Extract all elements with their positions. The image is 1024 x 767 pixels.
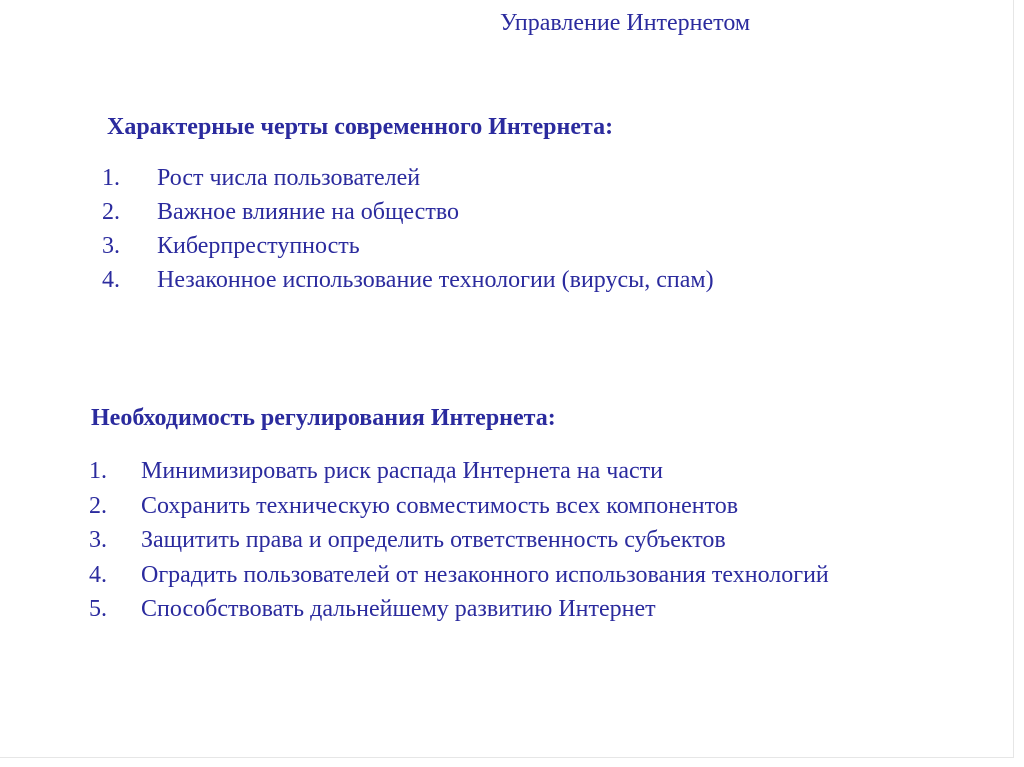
list-item-text: Способствовать дальнейшему развитию Интернет [141, 596, 656, 622]
features-list [102, 161, 714, 297]
list-item-text: Рост числа пользователей [157, 165, 421, 191]
regulation-heading: Необходимость регулирования Интернета: [91, 405, 556, 431]
list-item-number: 3. [89, 527, 107, 553]
list-item-text: Незаконное использование технологии (вирусы, спам) [157, 267, 714, 293]
list-item-number: 5. [89, 596, 107, 622]
list-item-number: 1. [102, 165, 120, 191]
list-item-number: 1. [89, 458, 107, 484]
slide-title: Управление Интернетом [500, 10, 751, 36]
list-item [91, 592, 829, 627]
list-item [102, 263, 714, 297]
list-item [91, 523, 829, 558]
regulation-list [91, 454, 829, 627]
list-item-number: 3. [102, 233, 120, 259]
regulation-section [91, 404, 829, 627]
list-item-text: Минимизировать риск распада Интернета на части [141, 458, 663, 484]
list-item-text: Киберпреступность [157, 233, 360, 259]
list-item [102, 195, 714, 229]
list-item-text: Важное влияние на общество [157, 199, 459, 225]
list-item [102, 161, 714, 195]
list-item-text: Оградить пользователей от незаконного использования технологий [141, 561, 829, 588]
list-item-text: Защитить права и определить ответственность субъектов [141, 527, 726, 553]
list-item-number: 4. [89, 561, 107, 588]
features-heading: Характерные черты современного Интернета: [107, 114, 614, 140]
features-section [102, 113, 714, 297]
list-item-number: 2. [102, 199, 120, 225]
list-item [91, 558, 829, 593]
list-item [102, 229, 714, 263]
list-item-text: Сохранить техническую совместимость всех компонентов [141, 492, 739, 519]
list-item-number: 2. [89, 492, 107, 519]
list-item [91, 489, 829, 524]
list-item [91, 454, 829, 489]
list-item-number: 4. [102, 267, 120, 293]
